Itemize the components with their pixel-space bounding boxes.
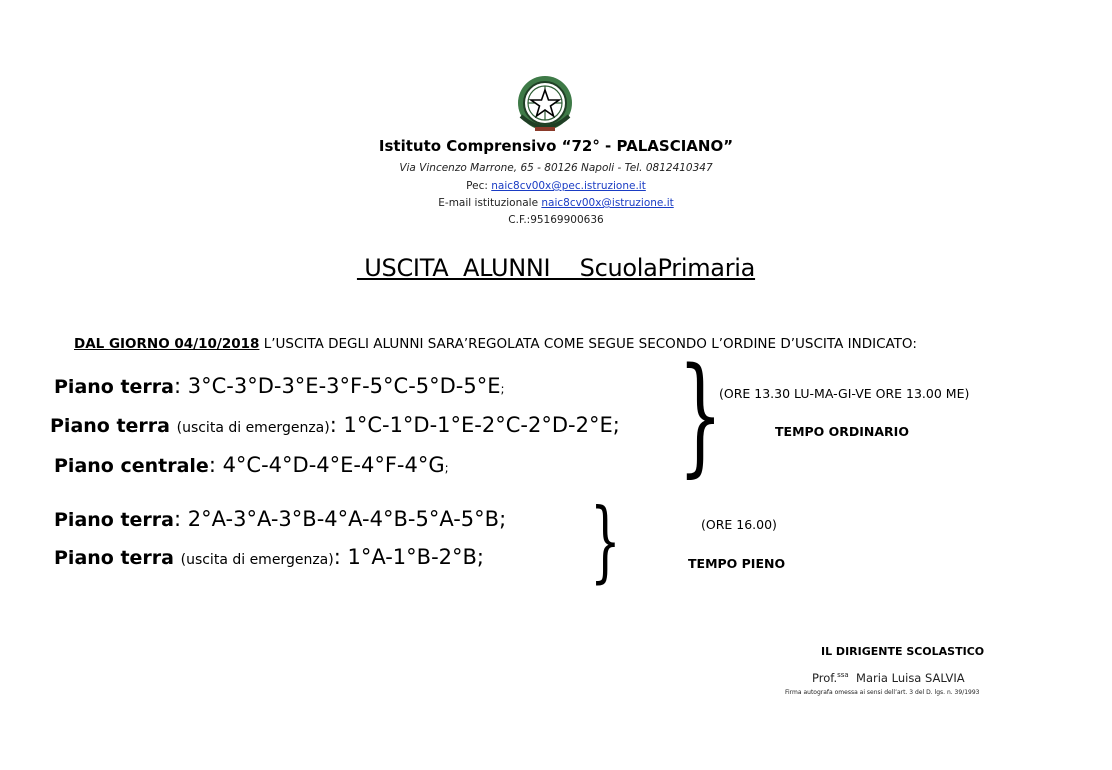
tempo-ordinario-hours: (ORE 13.30 LU-MA-GI-VE ORE 13.00 ME) bbox=[719, 386, 970, 401]
row-end: ; bbox=[444, 461, 449, 475]
exit-row bbox=[54, 545, 484, 569]
tempo-ordinario-label: TEMPO ORDINARIO bbox=[775, 424, 909, 439]
school-name: Istituto Comprensivo “72° - PALASCIANO” bbox=[378, 137, 734, 155]
tempo-pieno-label: TEMPO PIENO bbox=[688, 556, 786, 571]
exit-row bbox=[54, 374, 505, 398]
signer-role: IL DIRIGENTE SCOLASTICO bbox=[821, 645, 985, 658]
pec-line bbox=[0, 180, 1112, 192]
fiscal-code: C.F.:95169900636 bbox=[508, 214, 604, 226]
class-list: : 3°C-3°D-3°E-3°F-5°C-5°D-5°E bbox=[173, 374, 501, 398]
school-address: Via Vincenzo Marrone, 65 - 80126 Napoli - Tel. 0812410347 bbox=[399, 162, 713, 174]
email-link[interactable]: naic8cv00x@istruzione.it bbox=[541, 197, 674, 209]
row-end: ; bbox=[500, 382, 505, 396]
page-title bbox=[0, 254, 1112, 282]
class-list: : 2°A-3°A-3°B-4°A-4°B-5°A-5°B; bbox=[173, 507, 507, 531]
floor-sublabel: (uscita di emergenza) bbox=[176, 420, 330, 436]
floor-label: Piano terra bbox=[54, 509, 174, 531]
floor-label: Piano terra bbox=[54, 376, 174, 398]
email-label: E-mail istituzionale bbox=[438, 197, 539, 209]
italian-republic-emblem-icon bbox=[513, 72, 577, 136]
floor-label: Piano terra bbox=[50, 415, 177, 437]
email-line bbox=[0, 197, 1112, 209]
floor-sublabel: (uscita di emergenza) bbox=[180, 552, 334, 568]
intro-date: DAL GIORNO 04/10/2018 bbox=[74, 336, 260, 352]
signer-name-line bbox=[812, 671, 965, 685]
signer-prefix: Prof. bbox=[812, 671, 838, 685]
signer-name: Maria Luisa SALVIA bbox=[848, 671, 965, 685]
exit-row bbox=[54, 453, 449, 477]
brace-icon: } bbox=[678, 341, 723, 490]
exit-row bbox=[50, 413, 620, 437]
class-list: : 1°A-1°B-2°B; bbox=[333, 545, 484, 569]
pec-label: Pec: bbox=[466, 180, 488, 192]
exit-row bbox=[54, 507, 506, 531]
signer-prefix-sup: ssa bbox=[837, 671, 849, 680]
intro-text: L’USCITA DEGLI ALUNNI SARA’REGOLATA COME SEGUE SECONDO L’ORDINE D’USCITA INDICATO: bbox=[259, 336, 917, 352]
page-title-text: USCITA ALUNNI ScuolaPrimaria bbox=[356, 254, 756, 282]
brace-icon: } bbox=[590, 489, 621, 592]
tempo-pieno-hours: (ORE 16.00) bbox=[701, 517, 777, 532]
class-list: : 4°C-4°D-4°E-4°F-4°G bbox=[208, 453, 445, 477]
intro-line bbox=[74, 336, 917, 352]
floor-label: Piano centrale bbox=[54, 455, 209, 477]
floor-label: Piano terra bbox=[54, 547, 181, 569]
signature-note: Firma autografa omessa ai sensi dell’art. 3 del D. lgs. n. 39/1993 bbox=[785, 689, 980, 696]
pec-link[interactable]: naic8cv00x@pec.istruzione.it bbox=[491, 180, 646, 192]
class-list: : 1°C-1°D-1°E-2°C-2°D-2°E; bbox=[329, 413, 620, 437]
